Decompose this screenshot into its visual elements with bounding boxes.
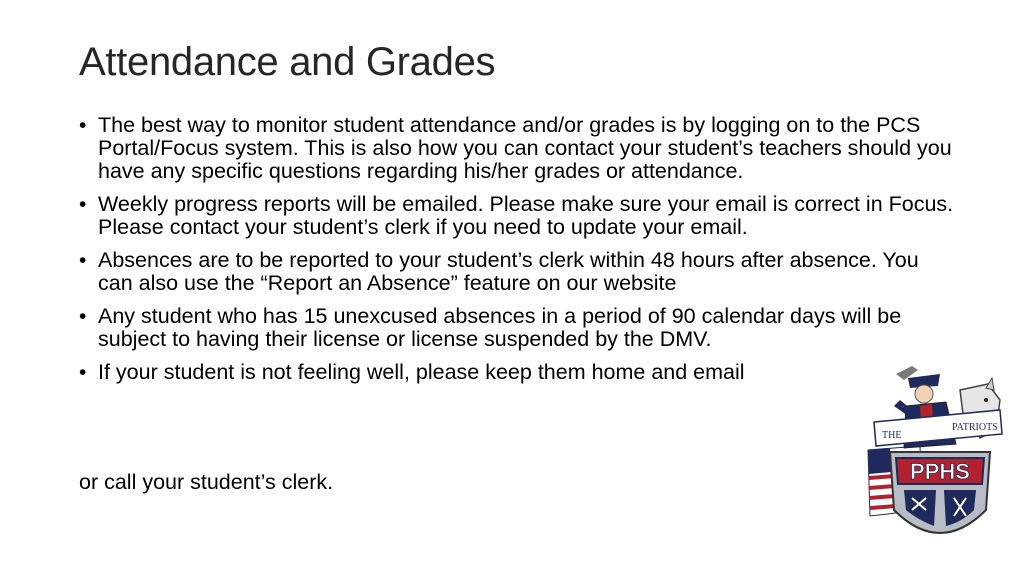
bullet-text: If your student is not feeling well, please keep them home and email bbox=[98, 360, 745, 384]
bullet-dot-icon: • bbox=[79, 249, 87, 272]
bullet-item bbox=[79, 193, 959, 239]
trailing-text: or call your student’s clerk. bbox=[79, 470, 334, 494]
bullet-list bbox=[79, 114, 959, 394]
banner bbox=[874, 410, 1002, 446]
banner-top-text: THE bbox=[882, 430, 902, 441]
slide-title: Attendance and Grades bbox=[79, 40, 496, 84]
bullet-item bbox=[79, 361, 959, 384]
bullet-dot-icon: • bbox=[79, 361, 87, 384]
bullet-dot-icon: • bbox=[79, 114, 87, 137]
bullet-text: The best way to monitor student attendance and/or grades is by logging on to the PCS Portal/Focus system. This is also how you can contact your student’s teachers should you have any specific questions regarding his/her grades or attendance. bbox=[98, 113, 952, 183]
bullet-dot-icon: • bbox=[79, 305, 87, 328]
bullet-item bbox=[79, 249, 959, 295]
banner-right-text: PATRIOTS bbox=[952, 422, 998, 433]
bullet-text: Weekly progress reports will be emailed. Please make sure your email is correct in Focus. Please contact your student’s clerk if you need to update your email. bbox=[98, 192, 954, 239]
bullet-text: Absences are to be reported to your student’s clerk within 48 hours after absence. You can also use the “Report an Absence” feature on our website bbox=[98, 248, 919, 295]
bullet-dot-icon: • bbox=[79, 193, 87, 216]
bullet-item bbox=[79, 114, 959, 183]
bullet-item bbox=[79, 305, 959, 351]
pphs-patriots-logo bbox=[860, 360, 1010, 556]
shield-text: PPHS bbox=[910, 459, 970, 484]
bullet-text: Any student who has 15 unexcused absences in a period of 90 calendar days will be subject to having their license or license suspended by the DMV. bbox=[98, 304, 902, 351]
shield-icon bbox=[890, 452, 990, 533]
